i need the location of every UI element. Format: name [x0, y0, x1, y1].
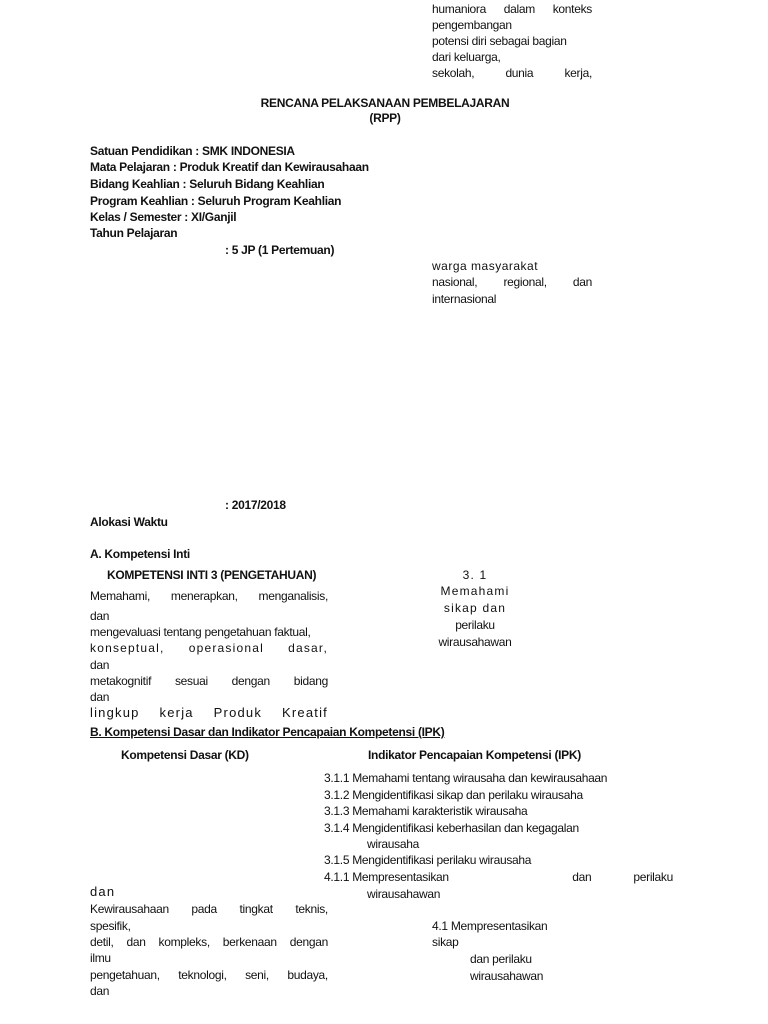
word: teknis,: [295, 902, 328, 916]
ki3-line-3: mengevaluasi tentang pengetahuan faktual,: [90, 625, 311, 639]
ipk-3-1-2: 3.1.2 Mengidentifikasi sikap dan perilaku wirausaha: [324, 788, 583, 802]
word: nasional,: [432, 275, 478, 289]
word: menganalisis,: [258, 589, 328, 603]
kd31-line-3: sikap dan: [443, 601, 507, 615]
document-title: RENCANA PELAKSANAAN PEMBELAJARAN: [260, 96, 510, 110]
word: lingkup: [90, 705, 140, 720]
kd31-line-2: Memahami: [440, 584, 510, 598]
ipk-3-1-5: 3.1.5 Mengidentifikasi perilaku wirausaha: [324, 853, 532, 867]
word: kerja: [159, 705, 194, 720]
word: regional,: [503, 275, 547, 289]
word: dan: [572, 870, 592, 884]
ki3-line-4: [90, 640, 328, 656]
word: humaniora: [432, 2, 487, 16]
word: kerja,: [564, 66, 592, 80]
word: dalam: [503, 2, 535, 16]
word: teknologi,: [178, 968, 227, 982]
word: pengetahuan,: [90, 968, 160, 982]
kd-left-line-6: dan: [90, 984, 110, 998]
identity-tahun-value: : 2017/2018: [225, 498, 286, 512]
word: dasar,: [288, 641, 328, 655]
identity-mapel: Mata Pelajaran : Produk Kreatif dan Kewirausahaan: [90, 160, 369, 174]
mid-right-line-1: warga masyarakat: [432, 259, 539, 273]
mid-right-line-2: [432, 274, 592, 290]
kd31-line-4: perilaku: [455, 618, 495, 632]
kd-left-line-4: ilmu: [90, 951, 111, 965]
identity-jp: : 5 JP (1 Pertemuan): [225, 243, 335, 257]
ipk-3-1-4: 3.1.4 Mengidentifikasi keberhasilan dan kegagalan: [324, 821, 579, 835]
word: konteks: [552, 2, 592, 16]
ki3-line-1: [90, 588, 328, 604]
top-right-line-1: [432, 1, 592, 17]
word: dengan: [289, 935, 328, 949]
word: sesuai: [174, 674, 208, 688]
kd-left-line-1: [90, 901, 328, 917]
kd-left-line-2: spesifik,: [90, 919, 131, 933]
kd-left-line-3: [90, 934, 328, 950]
top-right-line-5: [432, 65, 592, 81]
kd-left-line-5: [90, 967, 328, 983]
ki3-line-6: [90, 673, 328, 689]
kd-left-dan: dan: [90, 884, 116, 899]
ipk-3-1-4-cont: wirausaha: [367, 837, 419, 851]
word: menerapkan,: [170, 589, 238, 603]
ki3-line-8: [90, 705, 328, 721]
identity-tahun-label: Tahun Pelajaran: [90, 226, 178, 240]
top-right-line-4: dari keluarga,: [432, 50, 501, 64]
word-group: [572, 869, 673, 885]
section-b-heading: B. Kompetensi Dasar dan Indikator Pencapaian Kompetensi (IPK): [90, 725, 445, 739]
identity-bidang: Bidang Keahlian : Seluruh Bidang Keahlian: [90, 177, 325, 191]
identity-kelas: Kelas / Semester : XI/Ganjil: [90, 210, 237, 224]
kd41-line-2: sikap: [432, 935, 459, 949]
kd31-line-5: wirausahawan: [438, 635, 512, 649]
col-kd-header: Kompetensi Dasar (KD): [121, 748, 249, 762]
ki3-line-5: dan: [90, 658, 110, 672]
word: bidang: [293, 674, 328, 688]
document-subtitle: (RPP): [369, 111, 401, 125]
word: Memahami,: [90, 589, 150, 603]
ipk-3-1-3: 3.1.3 Memahami karakteristik wirausaha: [324, 804, 528, 818]
word: 4.1.1 Mempresentasikan: [324, 870, 449, 884]
ipk-4-1-1-cont: wirausahawan: [367, 887, 441, 901]
mid-right-line-3: internasional: [432, 292, 497, 306]
ipk-4-1-1: [324, 869, 673, 885]
kd41-line-4: wirausahawan: [470, 969, 544, 983]
word: pada: [191, 902, 217, 916]
top-right-line-2: pengembangan: [432, 18, 512, 32]
word: operasional: [188, 641, 264, 655]
word: dan: [572, 275, 592, 289]
word: perilaku: [633, 870, 673, 884]
word: dan: [126, 935, 146, 949]
word: Produk: [213, 705, 263, 720]
kd31-number: 3. 1: [462, 568, 488, 582]
word: dengan: [231, 674, 270, 688]
word: budaya,: [287, 968, 328, 982]
kd41-line-3: dan perilaku: [470, 952, 532, 966]
top-right-line-3: potensi diri sebagai bagian: [432, 34, 567, 48]
word: Kreatif: [282, 705, 328, 720]
word: konseptual,: [90, 641, 165, 655]
identity-satuan: Satuan Pendidikan : SMK INDONESIA: [90, 144, 295, 158]
ki3-line-7: dan: [90, 690, 110, 704]
word: metakognitif: [90, 674, 152, 688]
word: dunia: [505, 66, 534, 80]
ipk-3-1-1: 3.1.1 Memahami tentang wirausaha dan kewirausahaan: [324, 771, 608, 785]
ki3-title: KOMPETENSI INTI 3 (PENGETAHUAN): [107, 568, 317, 582]
col-ipk-header: Indikator Pencapaian Kompetensi (IPK): [368, 748, 581, 762]
identity-alokasi-label: Alokasi Waktu: [90, 515, 168, 529]
word: kompleks,: [158, 935, 210, 949]
word: tingkat: [239, 902, 273, 916]
identity-program: Program Keahlian : Seluruh Program Keahlian: [90, 194, 342, 208]
word: seni,: [245, 968, 269, 982]
ki3-line-2: dan: [90, 609, 110, 623]
word: berkenaan: [222, 935, 277, 949]
kd41-line-1: 4.1 Mempresentasikan: [432, 919, 548, 933]
section-a-heading: A. Kompetensi Inti: [90, 547, 190, 561]
word: Kewirausahaan: [90, 902, 169, 916]
word: sekolah,: [432, 66, 475, 80]
word: detil,: [90, 935, 114, 949]
